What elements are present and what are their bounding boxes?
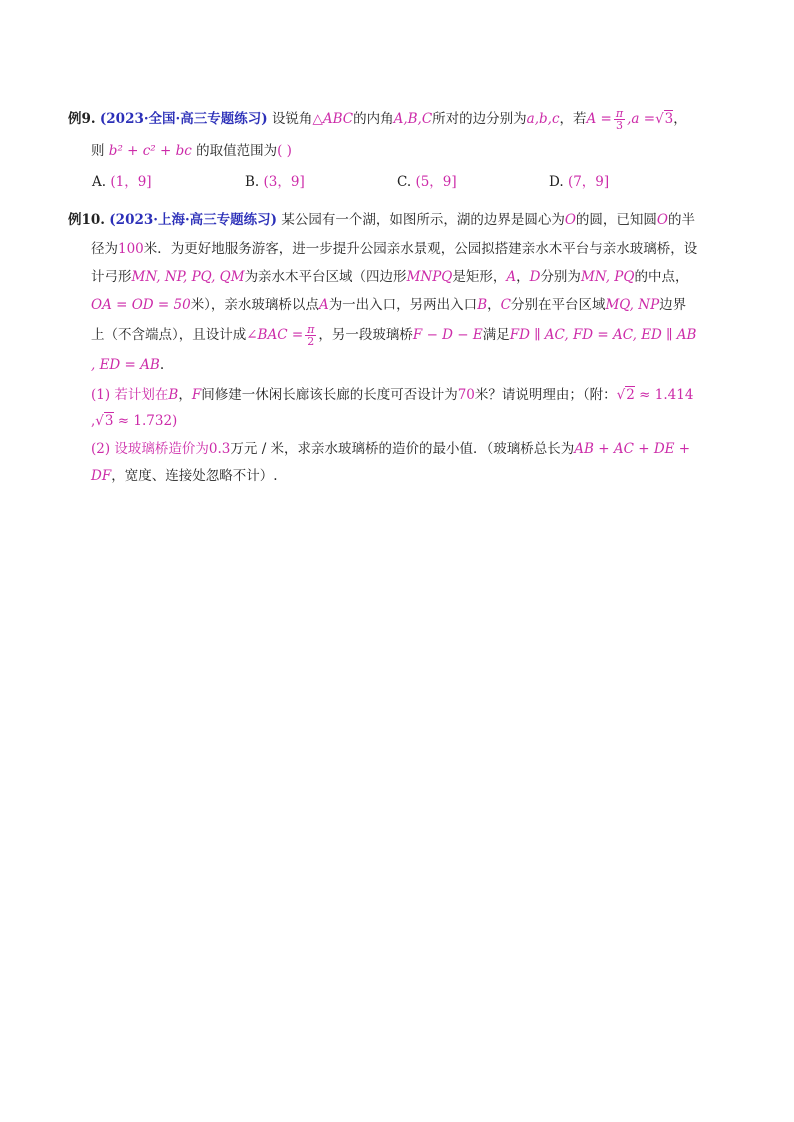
ex10-q1-text: 米？请说明理由；（附：	[474, 387, 617, 403]
ex10-q1-text: ,	[91, 413, 96, 429]
ex10-text: 边界	[659, 297, 687, 313]
ex9-text: 的取值范围为	[196, 143, 278, 159]
ex10-q2-text: (2) 设玻璃桥造价为	[91, 441, 209, 457]
ex10-text: 计弓形	[91, 269, 132, 285]
ex10-text: 为亲水木平台区域（四边形	[244, 269, 407, 285]
ex9-option-c[interactable]: C. (5，9]	[397, 174, 457, 190]
ex10-approx-sqrt3: ≈ 1.732)	[117, 413, 178, 429]
ex10-arcs: MN, NP, PQ, QM	[131, 269, 245, 285]
ex10-text: 径为	[91, 241, 118, 257]
ex10-length-70: 70	[457, 387, 475, 403]
ex10-q1-text: 间修建一休闲长廊该长廊的长度可否设计为	[201, 387, 458, 403]
ex9-label: 例9.	[68, 111, 96, 127]
ex10-text: 的中点，	[634, 269, 689, 285]
ex10-boundaries: MQ, NP	[605, 297, 660, 313]
ex10-q2-line-2	[91, 466, 278, 486]
ex10-q2-text: ，宽度、连接处忽略不计）.	[111, 468, 278, 484]
ex9-text: ，	[673, 111, 687, 127]
ex9-text: 的内角	[353, 111, 394, 127]
ex9-triangle: △ABC	[312, 111, 354, 127]
ex9-text: ，若	[559, 111, 587, 127]
ex10-text: 分别在平台区域	[510, 297, 606, 313]
ex10-conditions-2: , ED = AB	[91, 357, 160, 373]
ex9-angles: A,B,C	[393, 111, 433, 127]
ex10-q2-text: 万元 / 米，求亲水玻璃桥的造价的最小值．（玻璃桥总长为	[230, 441, 575, 457]
ex9-option-a[interactable]: A. (1，9]	[92, 174, 152, 190]
ex10-point-o: O	[564, 212, 576, 228]
ex10-sqrt3: √3	[95, 413, 114, 429]
ex10-point-b: B	[168, 387, 179, 403]
ex10-midpoints: MN, PQ	[580, 269, 635, 285]
ex10-line-3	[91, 267, 688, 287]
ex10-point-d: D	[529, 269, 541, 285]
ex9-text: 所对的边分别为	[432, 111, 527, 127]
ex10-total-length-2: DF	[91, 468, 112, 484]
ex9-answer-blank: ( )	[277, 143, 292, 159]
ex10-text: .	[159, 357, 165, 373]
ex10-radius: 100	[118, 241, 144, 257]
ex10-source: (2023·上海·高三专题练习)	[109, 212, 278, 228]
ex9-angle-a: A =	[586, 111, 612, 127]
ex10-point-c: C	[500, 297, 511, 313]
ex9-option-d[interactable]: D. (7，9]	[549, 174, 610, 190]
ex9-option-b[interactable]: B. (3，9]	[245, 174, 305, 190]
ex10-total-length: AB + AC + DE +	[574, 441, 691, 457]
ex10-label: 例10.	[68, 212, 105, 228]
ex9-sqrt3: √3	[655, 111, 674, 127]
ex10-sqrt2: √2	[616, 387, 635, 403]
ex10-q1-text: ，	[178, 387, 192, 403]
ex10-quad: MNPQ	[406, 269, 453, 285]
ex10-oa-od: OA = OD = 50	[91, 297, 191, 313]
ex10-q2-line-1	[91, 439, 690, 459]
ex9-line-1	[68, 108, 687, 131]
ex9-text: 设锐角	[271, 111, 313, 127]
ex10-text: 上（不含端点），且设计成	[91, 327, 247, 343]
ex10-text: 是矩形，	[452, 269, 507, 285]
ex10-point-a: A	[318, 297, 329, 313]
ex10-conditions: FD ∥ AC, FD = AC, ED ∥ AB	[509, 327, 697, 343]
ex10-line-5	[91, 324, 696, 347]
ex10-text: 的半	[668, 212, 695, 228]
ex10-line-4	[91, 295, 686, 315]
ex10-angle-bac: ∠BAC =	[246, 327, 304, 343]
ex10-q1-line-1	[91, 385, 693, 405]
ex10-text: ，	[516, 269, 530, 285]
ex10-fde: F − D − E	[412, 327, 483, 343]
ex10-text: 分别为	[540, 269, 581, 285]
ex10-text: ，另一段玻璃桥	[318, 327, 413, 343]
ex10-price: 0.3	[208, 441, 231, 457]
ex10-point-f: F	[191, 387, 202, 403]
ex10-point-a: A	[506, 269, 517, 285]
ex10-text: ，	[487, 297, 501, 313]
ex10-line-1	[68, 210, 695, 230]
ex10-text: 为一出入口，另两出入口	[328, 297, 478, 313]
ex9-line-2	[91, 141, 292, 161]
ex10-fraction-pi-2: $\frac{\pi}{2}$	[307, 323, 315, 348]
ex10-text: 某公园有一个湖，如图所示，湖的边界是圆心为	[281, 212, 565, 228]
ex10-q1-text: (1) 若计划在	[91, 387, 169, 403]
ex10-approx-sqrt2: ≈ 1.414	[639, 387, 694, 403]
ex10-q1-line-2	[91, 411, 177, 431]
ex10-text: 米．为更好地服务游客，进一步提升公园亲水景观，公园拟搭建亲水木平台与亲水玻璃桥，设	[143, 241, 698, 257]
ex10-point-b: B	[477, 297, 488, 313]
ex9-fraction-pi-3: $\frac{\pi}{3}$	[615, 107, 624, 132]
ex10-text: 满足	[482, 327, 510, 343]
ex9-text: 则	[91, 143, 105, 159]
ex9-source: (2023·全国·高三专题练习)	[99, 111, 268, 127]
ex10-text: 的圆，已知圆	[575, 212, 657, 228]
ex9-side-a: ,a =	[627, 111, 656, 127]
ex10-line-6	[91, 355, 164, 375]
ex10-text: 米），亲水玻璃桥以点	[190, 297, 319, 313]
ex9-expression: b² + c² + bc	[108, 143, 192, 159]
ex10-line-2	[91, 239, 697, 259]
ex9-sides: a,b,c	[526, 111, 560, 127]
ex10-point-o: O	[656, 212, 668, 228]
